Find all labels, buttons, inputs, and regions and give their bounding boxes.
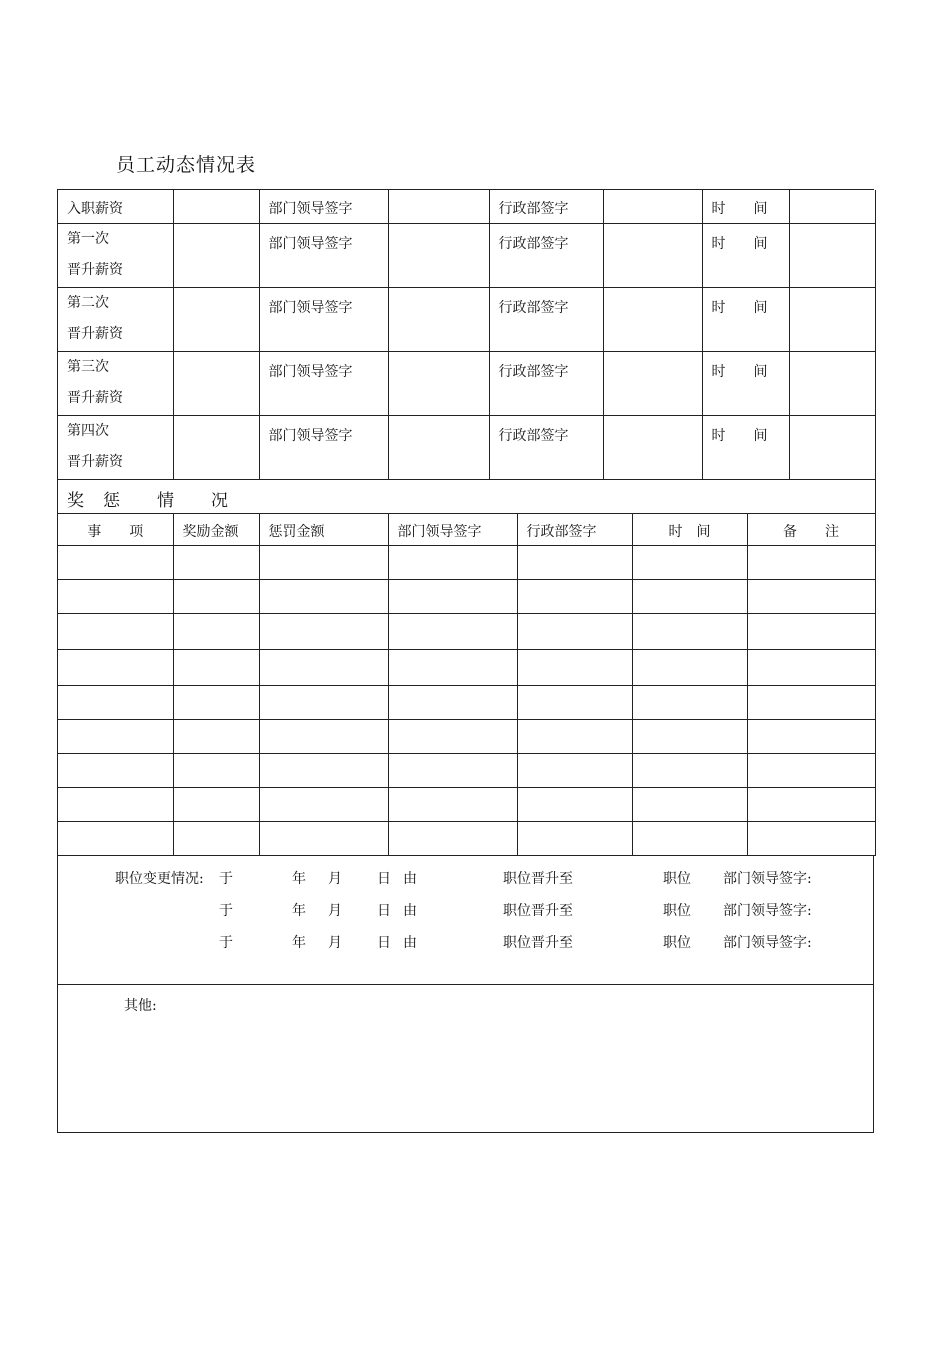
reward-cell[interactable]: [747, 686, 875, 720]
reward-cell[interactable]: [58, 686, 173, 720]
reward-cell[interactable]: [747, 754, 875, 788]
admin-sign-label: 行政部签字: [489, 287, 603, 351]
reward-row: [58, 580, 875, 614]
dept-sign-label: 部门领导签字: [259, 415, 388, 479]
reward-cell[interactable]: [747, 580, 875, 614]
reward-cell[interactable]: [173, 720, 259, 754]
salary-row: [58, 190, 875, 223]
reward-cell[interactable]: [632, 788, 747, 822]
reward-cell[interactable]: [632, 614, 747, 650]
employee-form: [57, 189, 874, 1133]
admin-sign-label: 行政部签字: [489, 223, 603, 287]
month-text: 月: [328, 903, 342, 919]
reward-cell[interactable]: [517, 822, 632, 856]
salary-row: [58, 415, 875, 479]
you-text: 由: [403, 871, 417, 887]
reward-row: [58, 720, 875, 754]
reward-cell[interactable]: [517, 614, 632, 650]
reward-cell[interactable]: [58, 614, 173, 650]
reward-cell[interactable]: [173, 580, 259, 614]
reward-header-cell: 奖励金额: [173, 514, 259, 546]
reward-cell[interactable]: [747, 822, 875, 856]
reward-cell[interactable]: [58, 650, 173, 686]
reward-cell[interactable]: [632, 650, 747, 686]
year-text: 年: [292, 903, 306, 919]
admin-sign-cell[interactable]: [603, 351, 702, 415]
month-text: 月: [328, 935, 342, 951]
reward-row: [58, 650, 875, 686]
other-block[interactable]: [58, 985, 874, 1133]
admin-sign-label: 行政部签字: [489, 190, 603, 223]
reward-header-cell: 部门领导签字: [388, 514, 517, 546]
position-text: 职位: [663, 903, 691, 919]
reward-cell[interactable]: [517, 754, 632, 788]
reward-cell[interactable]: [173, 650, 259, 686]
dept-sign-label: 部门领导签字: [259, 190, 388, 223]
reward-cell[interactable]: [388, 686, 517, 720]
salary-row: [58, 223, 875, 287]
salary-row-label-line1: 第三次: [67, 358, 109, 375]
reward-row: [58, 686, 875, 720]
reward-cell[interactable]: [632, 546, 747, 580]
day-text: 日: [377, 871, 391, 887]
reward-cell[interactable]: [259, 754, 388, 788]
salary-row-label: [58, 415, 173, 479]
salary-row-label: [58, 223, 173, 287]
reward-cell[interactable]: [517, 686, 632, 720]
yu-text: 于: [219, 903, 233, 919]
reward-cell[interactable]: [58, 720, 173, 754]
admin-sign-cell[interactable]: [603, 415, 702, 479]
reward-cell[interactable]: [517, 788, 632, 822]
dept-sign-cell[interactable]: [388, 351, 489, 415]
reward-cell[interactable]: [259, 686, 388, 720]
reward-cell[interactable]: [173, 546, 259, 580]
admin-sign-cell[interactable]: [603, 287, 702, 351]
salary-table: [58, 190, 876, 480]
reward-cell[interactable]: [259, 788, 388, 822]
dept-sign-label: 部门领导签字: [259, 287, 388, 351]
other-label: 其他:: [124, 998, 157, 1014]
salary-row-label: [58, 287, 173, 351]
reward-header-cell: 备 注: [747, 514, 875, 546]
reward-cell[interactable]: [747, 650, 875, 686]
year-text: 年: [292, 935, 306, 951]
day-text: 日: [377, 935, 391, 951]
reward-row: [58, 614, 875, 650]
reward-cell[interactable]: [632, 822, 747, 856]
promoted-to-text: 职位晋升至: [503, 871, 573, 887]
time-cell[interactable]: [789, 287, 875, 351]
reward-cell[interactable]: [173, 754, 259, 788]
reward-cell[interactable]: [259, 650, 388, 686]
reward-cell[interactable]: [173, 788, 259, 822]
reward-section-title: 奖 惩 情 况: [58, 480, 875, 514]
admin-sign-cell[interactable]: [603, 190, 702, 223]
reward-cell[interactable]: [58, 580, 173, 614]
dept-sign-cell[interactable]: [388, 190, 489, 223]
time-label: 时 间: [702, 351, 789, 415]
reward-cell[interactable]: [388, 754, 517, 788]
reward-cell[interactable]: [517, 720, 632, 754]
reward-cell[interactable]: [259, 580, 388, 614]
reward-header-cell: 惩罚金额: [259, 514, 388, 546]
reward-cell[interactable]: [388, 650, 517, 686]
reward-cell[interactable]: [173, 686, 259, 720]
time-label: 时 间: [702, 287, 789, 351]
reward-cell[interactable]: [747, 788, 875, 822]
salary-row-label-line1: 第四次: [67, 422, 109, 439]
salary-row: [58, 287, 875, 351]
reward-cell[interactable]: [517, 546, 632, 580]
salary-row-label-line2: 晋升薪资: [67, 453, 123, 470]
reward-cell[interactable]: [388, 546, 517, 580]
admin-sign-cell[interactable]: [603, 223, 702, 287]
salary-row-label-line2: 晋升薪资: [67, 325, 123, 342]
dept-sign-cell[interactable]: [388, 287, 489, 351]
reward-cell[interactable]: [259, 822, 388, 856]
reward-cell[interactable]: [747, 720, 875, 754]
reward-cell[interactable]: [747, 614, 875, 650]
reward-table: [58, 480, 876, 857]
reward-cell[interactable]: [517, 650, 632, 686]
dept-sign-text: 部门领导签字:: [723, 903, 812, 919]
yu-text: 于: [219, 871, 233, 887]
reward-cell[interactable]: [747, 546, 875, 580]
time-label: 时 间: [702, 190, 789, 223]
time-label: 时 间: [702, 415, 789, 479]
salary-amount-cell[interactable]: [173, 190, 259, 223]
admin-sign-label: 行政部签字: [489, 351, 603, 415]
reward-cell[interactable]: [259, 614, 388, 650]
you-text: 由: [403, 903, 417, 919]
reward-cell[interactable]: [58, 822, 173, 856]
reward-cell[interactable]: [632, 720, 747, 754]
dept-sign-label: 部门领导签字: [259, 351, 388, 415]
reward-cell[interactable]: [632, 580, 747, 614]
reward-cell[interactable]: [58, 788, 173, 822]
reward-cell[interactable]: [388, 580, 517, 614]
reward-header-cell: 行政部签字: [517, 514, 632, 546]
salary-row: [58, 351, 875, 415]
promoted-to-text: 职位晋升至: [503, 935, 573, 951]
time-cell[interactable]: [789, 223, 875, 287]
reward-cell[interactable]: [58, 754, 173, 788]
salary-row-label: [58, 351, 173, 415]
page-title: 员工动态情况表: [116, 154, 257, 176]
reward-cell[interactable]: [259, 546, 388, 580]
time-cell[interactable]: [789, 415, 875, 479]
time-cell[interactable]: [789, 190, 875, 223]
reward-cell[interactable]: [173, 822, 259, 856]
dept-sign-label: 部门领导签字: [259, 223, 388, 287]
reward-header-cell: 时 间: [632, 514, 747, 546]
reward-cell[interactable]: [388, 614, 517, 650]
admin-sign-label: 行政部签字: [489, 415, 603, 479]
year-text: 年: [292, 871, 306, 887]
salary-row-label-line2: 晋升薪资: [67, 261, 123, 278]
reward-cell[interactable]: [388, 788, 517, 822]
reward-cell[interactable]: [173, 614, 259, 650]
dept-sign-text: 部门领导签字:: [723, 935, 812, 951]
reward-cell[interactable]: [632, 754, 747, 788]
time-cell[interactable]: [789, 351, 875, 415]
reward-header-cell: 事 项: [58, 514, 173, 546]
day-text: 日: [377, 903, 391, 919]
salary-row-label-line2: 晋升薪资: [67, 389, 123, 406]
position-change-label: 职位变更情况:: [115, 871, 204, 887]
position-text: 职位: [663, 871, 691, 887]
reward-cell[interactable]: [517, 580, 632, 614]
month-text: 月: [328, 871, 342, 887]
reward-cell[interactable]: [388, 720, 517, 754]
position-change-block: [58, 856, 874, 985]
reward-row: [58, 788, 875, 822]
reward-row: [58, 546, 875, 580]
dept-sign-cell[interactable]: [388, 223, 489, 287]
salary-amount-cell[interactable]: [173, 223, 259, 287]
salary-amount-cell[interactable]: [173, 287, 259, 351]
reward-cell[interactable]: [259, 720, 388, 754]
reward-cell[interactable]: [388, 822, 517, 856]
salary-row-label-line1: 第一次: [67, 230, 109, 247]
position-text: 职位: [663, 935, 691, 951]
salary-amount-cell[interactable]: [173, 415, 259, 479]
yu-text: 于: [219, 935, 233, 951]
reward-cell[interactable]: [632, 686, 747, 720]
dept-sign-cell[interactable]: [388, 415, 489, 479]
reward-row: [58, 754, 875, 788]
time-label: 时 间: [702, 223, 789, 287]
dept-sign-text: 部门领导签字:: [723, 871, 812, 887]
reward-row: [58, 822, 875, 856]
promoted-to-text: 职位晋升至: [503, 903, 573, 919]
salary-row-label: 入职薪资: [58, 190, 173, 223]
salary-row-label-line1: 第二次: [67, 294, 109, 311]
you-text: 由: [403, 935, 417, 951]
reward-cell[interactable]: [58, 546, 173, 580]
salary-amount-cell[interactable]: [173, 351, 259, 415]
